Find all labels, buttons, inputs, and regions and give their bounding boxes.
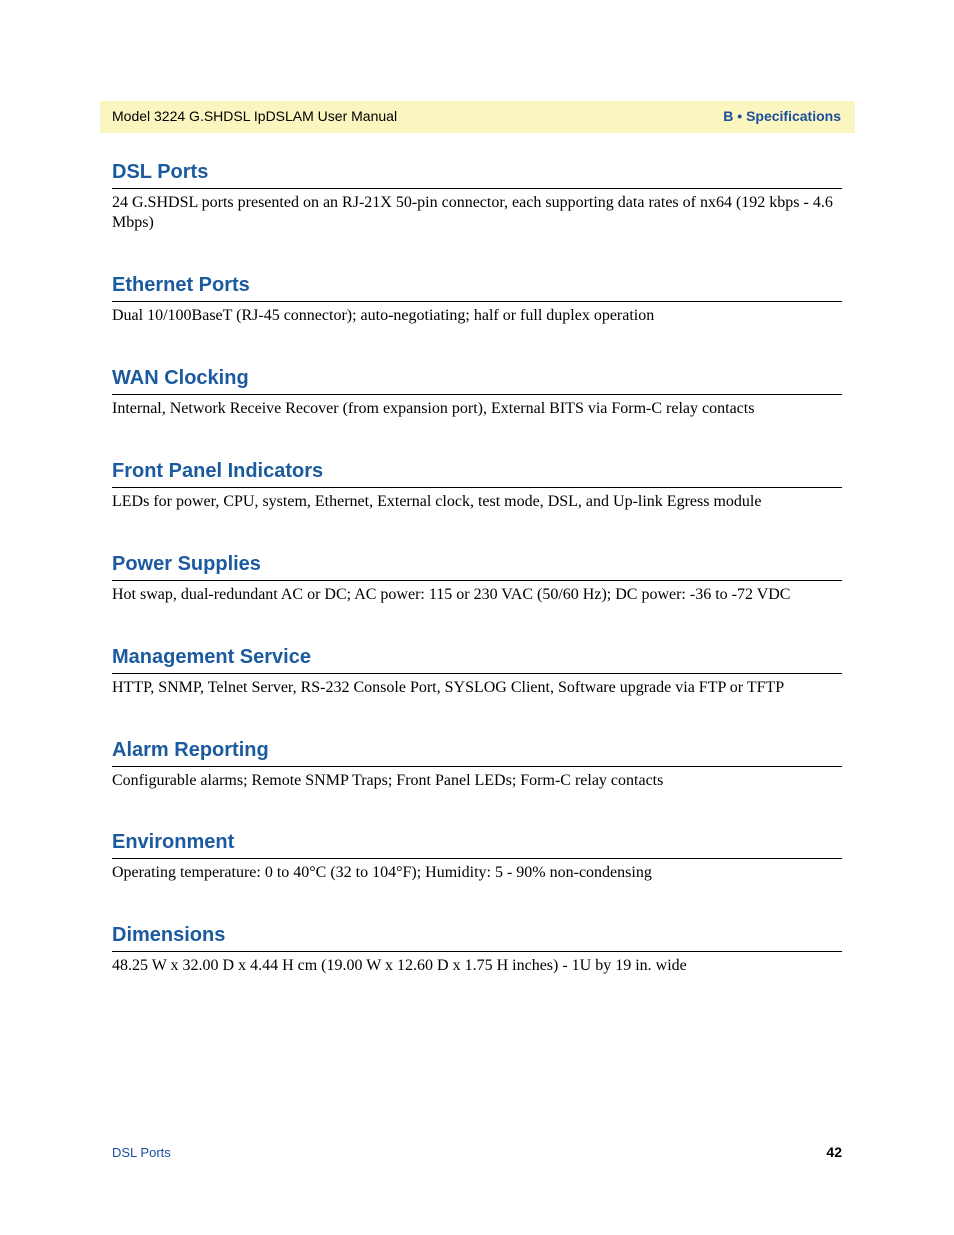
section-body: 48.25 W x 32.00 D x 4.44 H cm (19.00 W x 12.60 D x 1.75 H inches) - 1U by 19 in. wide [112,957,687,974]
chapter-label: B • Specifications [723,108,841,124]
section-body: LEDs for power, CPU, system, Ethernet, External clock, test mode, DSL, and Up-link Egress module [112,493,762,510]
section-heading: Front Panel Indicators [112,459,842,488]
section-body: 24 G.SHDSL ports presented on an RJ-21X 50-pin connector, each supporting data rates of nx64 (192 kbps - 4.6 Mbps) [112,194,833,231]
section-environment [112,830,842,883]
section-heading: WAN Clocking [112,366,842,395]
section-dimensions [112,923,842,976]
section-body: Dual 10/100BaseT (RJ-45 connector); auto-negotiating; half or full duplex operation [112,307,655,324]
section-front-panel-indicators [112,459,842,512]
section-heading: Alarm Reporting [112,738,842,767]
footer-section-name: DSL Ports [112,1145,171,1160]
section-body: Hot swap, dual-redundant AC or DC; AC power: 115 or 230 VAC (50/60 Hz); DC power: -36 to -72 VDC [112,586,791,603]
section-heading: Management Service [112,645,842,674]
section-heading: Environment [112,830,842,859]
section-management-service [112,645,842,698]
section-body: Configurable alarms; Remote SNMP Traps; Front Panel LEDs; Form-C relay contacts [112,772,664,789]
section-power-supplies [112,552,842,605]
section-body: HTTP, SNMP, Telnet Server, RS-232 Console Port, SYSLOG Client, Software upgrade via FTP or TFTP [112,679,785,696]
running-header [100,101,855,133]
section-heading: DSL Ports [112,160,842,189]
section-body: Internal, Network Receive Recover (from expansion port), External BITS via Form-C relay contacts [112,400,755,417]
section-heading: Power Supplies [112,552,842,581]
section-ethernet-ports [112,273,842,326]
section-wan-clocking [112,366,842,419]
section-body: Operating temperature: 0 to 40°C (32 to 104°F); Humidity: 5 - 90% non-condensing [112,864,652,881]
section-alarm-reporting [112,738,842,791]
section-heading: Ethernet Ports [112,273,842,302]
section-dsl-ports [112,160,842,233]
section-heading: Dimensions [112,923,842,952]
page-number: 42 [826,1144,842,1160]
manual-title: Model 3224 G.SHDSL IpDSLAM User Manual [112,108,398,124]
